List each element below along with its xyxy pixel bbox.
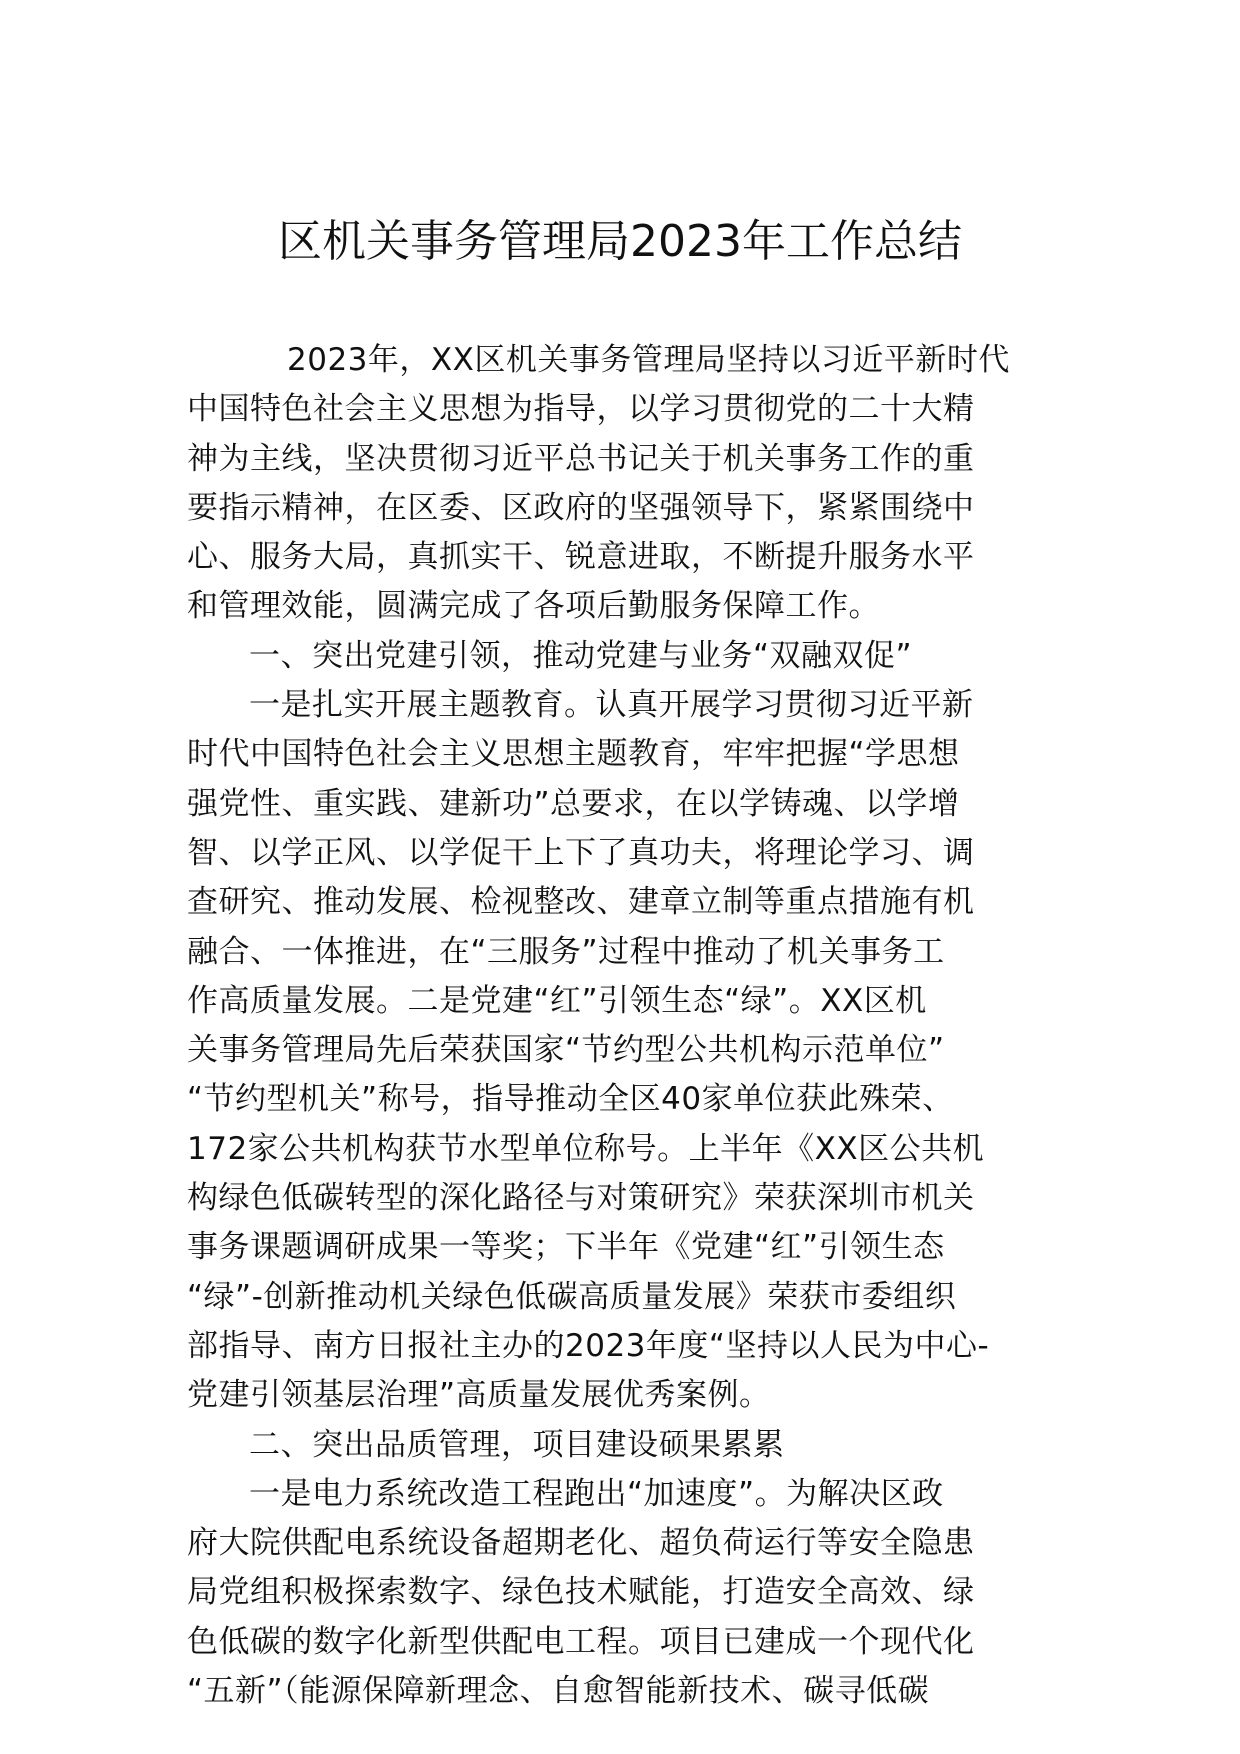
paragraph-line: 强党性、重实践、建新功”总要求，在以学铸魂、以学增 [187, 785, 960, 822]
paragraph-line: 要指示精神，在区委、区政府的坚强领导下，紧紧围绕中 [187, 489, 975, 526]
paragraph-line: 部指导、南方日报社主办的2023年度“坚持以人民为中心- [187, 1327, 990, 1364]
paragraph-line: 神为主线，坚决贯彻习近平总书记关于机关事务工作的重 [187, 440, 975, 477]
paragraph-line: “绿”-创新推动机关绿色低碳高质量发展》荣获市委组织 [187, 1278, 957, 1315]
paragraph-line: 党建引领基层治理”高质量发展优秀案例。 [187, 1377, 771, 1414]
paragraph-line: 事务课题调研成果一等奖；下半年《党建“红”引领生态 [187, 1229, 945, 1266]
paragraph-line: 一是扎实开展主题教育。认真开展学习贯彻习近平新 [249, 687, 974, 724]
section-heading: 二、突出品质管理，项目建设硕果累累 [249, 1426, 785, 1463]
paragraph-line: 查研究、推动发展、检视整改、建章立制等重点措施有机 [187, 884, 975, 921]
paragraph-line: 府大院供配电系统设备超期老化、超负荷运行等安全隐患 [187, 1525, 975, 1562]
paragraph-line: 关事务管理局先后荣获国家“节约型公共机构示范单位” [187, 1032, 945, 1069]
document-body [187, 336, 1057, 1716]
paragraph-line: 172家公共机构获节水型单位称号。上半年《XX区公共机 [187, 1130, 985, 1167]
paragraph-line: “五新”（能源保障新理念、自愈智能新技术、碳寻低碳 [187, 1673, 930, 1710]
section-heading: 一、突出党建引领，推动党建与业务“双融双促” [249, 637, 913, 674]
paragraph-line: 时代中国特色社会主义思想主题教育，牢牢把握“学思想 [187, 736, 960, 773]
paragraph-line: 智、以学正风、以学促干上下了真功夫，将理论学习、调 [187, 834, 975, 871]
paragraph-line: 一是电力系统改造工程跑出“加速度”。为解决区政 [249, 1475, 944, 1512]
paragraph-line: 色低碳的数字化新型供配电工程。项目已建成一个现代化 [187, 1623, 975, 1660]
paragraph-line: 2023年，XX区机关事务管理局坚持以习近平新时代 [287, 342, 1010, 378]
document-title: 区机关事务管理局2023年工作总结 [278, 216, 962, 267]
paragraph-line: 作高质量发展。二是党建“红”引领生态“绿”。XX区机 [187, 982, 927, 1019]
paragraph-line: 中国特色社会主义思想为指导，以学习贯彻党的二十大精 [187, 391, 975, 428]
paragraph-line: 构绿色低碳转型的深化路径与对策研究》荣获深圳市机关 [187, 1180, 975, 1217]
paragraph-line: 融合、一体推进，在“三服务”过程中推动了机关事务工 [187, 933, 945, 970]
paragraph-line: 局党组积极探索数字、绿色技术赋能，打造安全高效、绿 [187, 1574, 975, 1611]
paragraph-line: 和管理效能，圆满完成了各项后勤服务保障工作。 [187, 588, 880, 625]
paragraph-line: 心、服务大局，真抓实干、锐意进取，不断提升服务水平 [187, 539, 975, 576]
paragraph-line: “节约型机关”称号，指导推动全区40家单位获此殊荣、 [187, 1081, 954, 1118]
